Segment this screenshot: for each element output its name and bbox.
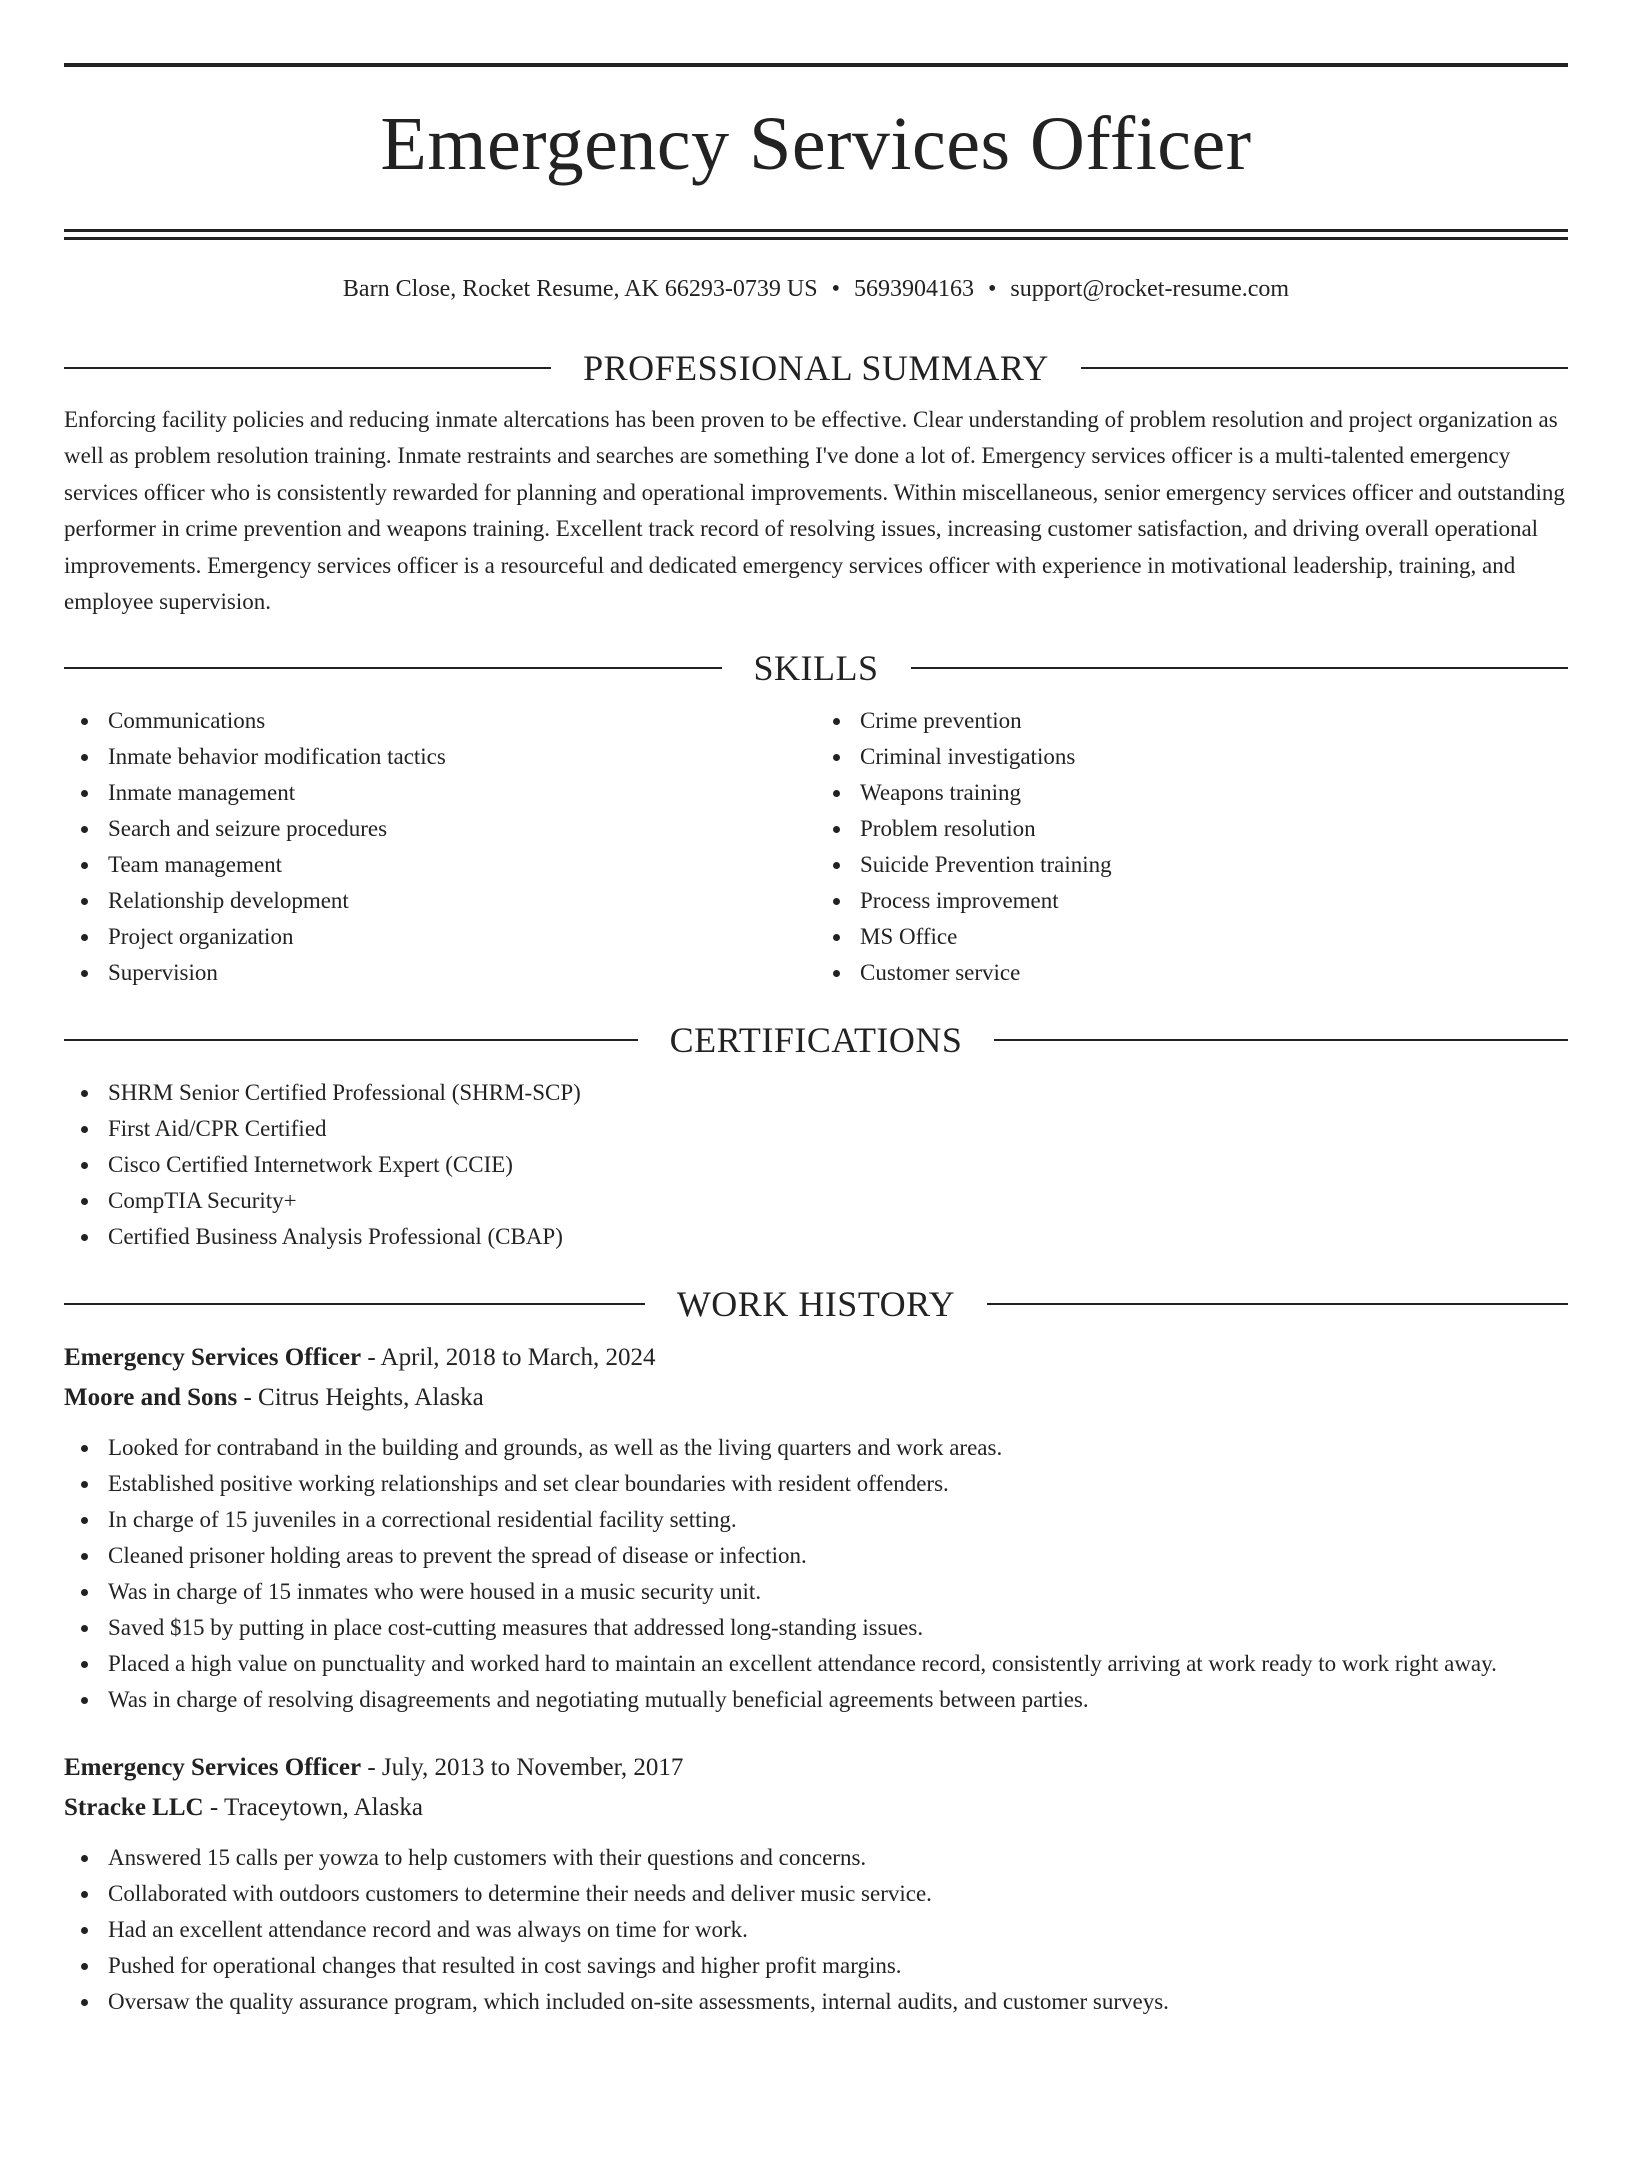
section-rule xyxy=(1081,367,1568,369)
certification-item: Cisco Certified Internetwork Expert (CCIE) xyxy=(108,1147,1568,1183)
job-dates: - April, 2018 to March, 2024 xyxy=(361,1344,656,1372)
job-location: - Traceytown, Alaska xyxy=(203,1794,423,1822)
job-dates: - July, 2013 to November, 2017 xyxy=(361,1754,684,1782)
job-duty-item: Was in charge of resolving disagreements and negotiating mutually beneficial agreements between parties. xyxy=(108,1682,1568,1718)
skill-item: Criminal investigations xyxy=(860,739,1568,775)
work-history-title: WORK HISTORY xyxy=(676,1284,956,1325)
section-rule xyxy=(987,1303,1568,1305)
job-duty-item: In charge of 15 juveniles in a correctional residential facility setting. xyxy=(108,1502,1568,1538)
skill-item: Project organization xyxy=(108,919,816,955)
job-duties-list xyxy=(64,1840,1568,2020)
job-company: Moore and Sons xyxy=(64,1384,238,1412)
skill-item: Supervision xyxy=(108,955,816,991)
job-duty-item: Established positive working relationships and set clear boundaries with resident offenders. xyxy=(108,1466,1568,1502)
job-duty-item: Was in charge of 15 inmates who were housed in a music security unit. xyxy=(108,1574,1568,1610)
skills-list-left xyxy=(64,703,816,991)
certification-item: CompTIA Security+ xyxy=(108,1183,1568,1219)
job-role: Emergency Services Officer xyxy=(64,1754,362,1782)
section-rule xyxy=(911,667,1569,669)
job-duty-item: Had an excellent attendance record and was always on time for work. xyxy=(108,1912,1568,1948)
skill-item: Crime prevention xyxy=(860,703,1568,739)
skill-item: Relationship development xyxy=(108,883,816,919)
skill-item: Team management xyxy=(108,847,816,883)
contact-address: Barn Close, Rocket Resume, AK 66293-0739 US xyxy=(342,276,818,302)
summary-title: PROFESSIONAL SUMMARY xyxy=(583,348,1049,388)
summary-section-header xyxy=(64,346,1568,390)
section-rule xyxy=(994,1039,1568,1041)
header-double-rule xyxy=(64,229,1568,240)
job-location: - Citrus Heights, Alaska xyxy=(237,1384,484,1412)
job-duty-item: Collaborated with outdoors customers to determine their needs and deliver music service. xyxy=(108,1876,1568,1912)
job-duty-item: Cleaned prisoner holding areas to prevent the spread of disease or infection. xyxy=(108,1538,1568,1574)
job-duty-item: Answered 15 calls per yowza to help customers with their questions and concerns. xyxy=(108,1840,1568,1876)
skill-item: Search and seizure procedures xyxy=(108,811,816,847)
skill-item: MS Office xyxy=(860,919,1568,955)
job-duty-item: Placed a high value on punctuality and worked hard to maintain an excellent attendance record, consistently arriving at work ready to work right away. xyxy=(108,1646,1568,1682)
job-duties-list xyxy=(64,1430,1568,1718)
certifications-section-header xyxy=(64,1018,1568,1062)
section-rule xyxy=(64,367,551,369)
job-role-line xyxy=(64,1748,1568,1788)
job-duty-item: Oversaw the quality assurance program, which included on-site assessments, internal audits, and customer surveys. xyxy=(108,1984,1568,2020)
job-role-line xyxy=(64,1338,1568,1378)
skills-section-header xyxy=(64,646,1568,690)
certifications-title: CERTIFICATIONS xyxy=(669,1020,963,1061)
job-duty-item: Saved $15 by putting in place cost-cutting measures that addressed long-standing issues. xyxy=(108,1610,1568,1646)
skill-item: Weapons training xyxy=(860,775,1568,811)
job-duty-item: Pushed for operational changes that resulted in cost savings and higher profit margins. xyxy=(108,1948,1568,1984)
skill-item: Process improvement xyxy=(860,883,1568,919)
skills-columns xyxy=(64,703,1568,991)
summary-text: Enforcing facility policies and reducing inmate altercations has been proven to be effective. Clear understanding of problem resolution and project organization as well as problem resolution training. Inmate restraints and searches are something I've done a lot of. Emergency services officer is a multi-talented emergency services officer who is consistently rewarded for planning and operational improvements. Within miscellaneous, senior emergency services officer and outstanding performer in crime prevention and weapons training. Excellent track record of resolving issues, increasing customer satisfaction, and driving overall operational improvements. Emergency services officer is a resourceful and dedicated emergency services officer with experience in motivational leadership, training, and employee supervision. xyxy=(64,407,1565,615)
contact-separator: • xyxy=(831,276,840,302)
skill-item: Problem resolution xyxy=(860,811,1568,847)
section-rule xyxy=(64,667,722,669)
job-entry xyxy=(64,1748,1568,2020)
job-role: Emergency Services Officer xyxy=(64,1344,362,1372)
skill-item: Communications xyxy=(108,703,816,739)
job-duty-item: Looked for contraband in the building and grounds, as well as the living quarters and work areas. xyxy=(108,1430,1568,1466)
skill-item: Inmate behavior modification tactics xyxy=(108,739,816,775)
skill-item: Suicide Prevention training xyxy=(860,847,1568,883)
certification-item: First Aid/CPR Certified xyxy=(108,1111,1568,1147)
header-top-rule xyxy=(64,63,1568,67)
candidate-name: Emergency Services Officer xyxy=(380,102,1252,186)
section-rule xyxy=(64,1303,645,1305)
work-history-section-header xyxy=(64,1282,1568,1326)
job-company-line xyxy=(64,1788,1568,1828)
certification-item: SHRM Senior Certified Professional (SHRM-SCP) xyxy=(108,1075,1568,1111)
certifications-list xyxy=(64,1075,1568,1255)
certification-item: Certified Business Analysis Professional (CBAP) xyxy=(108,1219,1568,1255)
section-rule xyxy=(64,1039,638,1041)
contact-phone: 5693904163 xyxy=(853,276,974,302)
job-company: Stracke LLC xyxy=(64,1794,204,1822)
skills-title: SKILLS xyxy=(753,648,879,689)
contact-line xyxy=(64,273,1568,305)
skill-item: Inmate management xyxy=(108,775,816,811)
contact-email: support@rocket-resume.com xyxy=(1010,276,1290,302)
skill-item: Customer service xyxy=(860,955,1568,991)
resume-page xyxy=(0,63,1632,2175)
job-company-line xyxy=(64,1378,1568,1418)
contact-separator: • xyxy=(987,276,997,302)
skills-list-right xyxy=(816,703,1568,991)
job-entry xyxy=(64,1338,1568,1718)
